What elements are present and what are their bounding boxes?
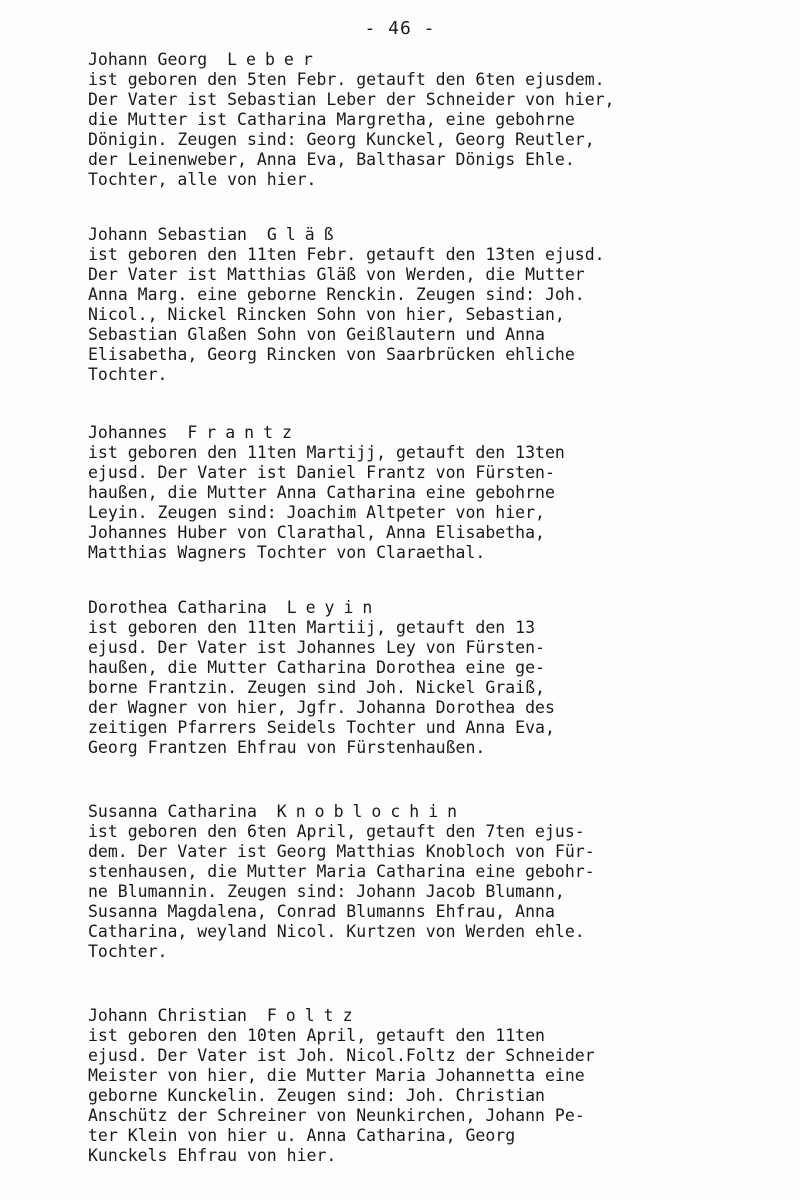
entry-line: Tochter. bbox=[88, 365, 168, 384]
surname: Leber bbox=[227, 50, 322, 69]
entry-line: Matthias Wagners Tochter von Claraethal. bbox=[88, 543, 486, 562]
entry-line: Sebastian Glaßen Sohn von Geißlautern und Anna bbox=[88, 325, 545, 344]
entry-line: Leyin. Zeugen sind: Joachim Altpeter von hier, bbox=[88, 503, 545, 522]
entry-line: dem. Der Vater ist Georg Matthias Knobloch von Für- bbox=[88, 842, 595, 861]
entry-line: Der Vater ist Sebastian Leber der Schneider von hier, bbox=[88, 90, 615, 109]
register-entry bbox=[88, 598, 778, 758]
entry-line: ejusd. Der Vater ist Johannes Ley von Fürsten- bbox=[88, 638, 545, 657]
entry-line: Der Vater ist Matthias Gläß von Werden, die Mutter bbox=[88, 265, 585, 284]
entry-line: borne Frantzin. Zeugen sind Joh. Nickel Graiß, bbox=[88, 678, 545, 697]
entry-line: ejusd. Der Vater ist Joh. Nicol.Foltz der Schneider bbox=[88, 1046, 595, 1065]
entry-line: stenhausen, die Mutter Maria Catharina eine gebohr- bbox=[88, 862, 595, 881]
surname: Knoblochin bbox=[276, 802, 467, 821]
entry-line: haußen, die Mutter Catharina Dorothea eine ge- bbox=[88, 658, 545, 677]
register-entry bbox=[88, 225, 778, 385]
entry-line: Johannes Huber von Clarathal, Anna Elisabetha, bbox=[88, 523, 545, 542]
entry-line: ist geboren den 11ten Martijj, getauft den 13ten bbox=[88, 443, 565, 462]
entry-heading bbox=[88, 225, 778, 245]
baptism-register bbox=[88, 50, 778, 1166]
register-entry bbox=[88, 423, 778, 563]
entry-line: ist geboren den 6ten April, getauft den 7ten ejus- bbox=[88, 822, 585, 841]
entry-line: Elisabetha, Georg Rincken von Saarbrücken ehliche bbox=[88, 345, 575, 364]
register-entry bbox=[88, 50, 778, 190]
entry-line: Georg Frantzen Ehfrau von Fürstenhaußen. bbox=[88, 738, 486, 757]
entry-line: ist geboren den 11ten Febr. getauft den 13ten ejusd. bbox=[88, 245, 605, 264]
entry-line: Dönigin. Zeugen sind: Georg Kunckel, Georg Reutler, bbox=[88, 130, 595, 149]
entry-line: der Wagner von hier, Jgfr. Johanna Dorothea des bbox=[88, 698, 555, 717]
entry-heading bbox=[88, 598, 778, 618]
given-names: Susanna Catharina bbox=[88, 802, 257, 821]
entry-line: Kunckels Ehfrau von hier. bbox=[88, 1146, 337, 1165]
given-names: Dorothea Catharina bbox=[88, 598, 267, 617]
surname: Gläß bbox=[266, 225, 343, 244]
entry-line: ne Blumannin. Zeugen sind: Johann Jacob Blumann, bbox=[88, 882, 565, 901]
entry-line: der Leinenweber, Anna Eva, Balthasar Dönigs Ehle. bbox=[88, 150, 575, 169]
given-names: Johannes bbox=[88, 423, 168, 442]
entry-line: Anna Marg. eine geborne Renckin. Zeugen sind: Joh. bbox=[88, 285, 585, 304]
entry-line: ist geboren den 10ten April, getauft den 11ten bbox=[88, 1026, 545, 1045]
entry-line: ist geboren den 11ten Martiij, getauft den 13 bbox=[88, 618, 536, 637]
entry-line: haußen, die Mutter Anna Catharina eine gebohrne bbox=[88, 483, 555, 502]
entry-line: geborne Kunckelin. Zeugen sind: Joh. Christian bbox=[88, 1086, 545, 1105]
given-names: Johann Christian bbox=[88, 1006, 247, 1025]
entry-line: die Mutter ist Catharina Margretha, eine gebohrne bbox=[88, 110, 575, 129]
entry-line: zeitigen Pfarrers Seidels Tochter und Anna Eva, bbox=[88, 718, 555, 737]
entry-line: ter Klein von hier u. Anna Catharina, Georg bbox=[88, 1126, 516, 1145]
entry-line: Catharina, weyland Nicol. Kurtzen von Werden ehle. bbox=[88, 922, 585, 941]
entry-heading bbox=[88, 50, 778, 70]
entry-line: Nicol., Nickel Rincken Sohn von hier, Sebastian, bbox=[88, 305, 565, 324]
register-entry bbox=[88, 1006, 778, 1166]
entry-line: Tochter. bbox=[88, 942, 168, 961]
entry-line: Meister von hier, die Mutter Maria Johannetta eine bbox=[88, 1066, 585, 1085]
register-entry bbox=[88, 802, 778, 962]
page-number: - 46 - bbox=[364, 18, 436, 39]
surname: Foltz bbox=[266, 1006, 362, 1025]
given-names: Johann Sebastian bbox=[88, 225, 247, 244]
entry-heading bbox=[88, 1006, 778, 1026]
given-names: Johann Georg bbox=[88, 50, 208, 69]
entry-line: Tochter, alle von hier. bbox=[88, 170, 317, 189]
entry-heading bbox=[88, 423, 778, 443]
entry-heading bbox=[88, 802, 778, 822]
surname: Frantz bbox=[187, 423, 301, 442]
surname: Leyin bbox=[286, 598, 382, 617]
entry-line: ejusd. Der Vater ist Daniel Frantz von Fürsten- bbox=[88, 463, 555, 482]
entry-line: ist geboren den 5ten Febr. getauft den 6ten ejusdem. bbox=[88, 70, 605, 89]
entry-line: Anschütz der Schreiner von Neunkirchen, Johann Pe- bbox=[88, 1106, 585, 1125]
entry-line: Susanna Magdalena, Conrad Blumanns Ehfrau, Anna bbox=[88, 902, 555, 921]
